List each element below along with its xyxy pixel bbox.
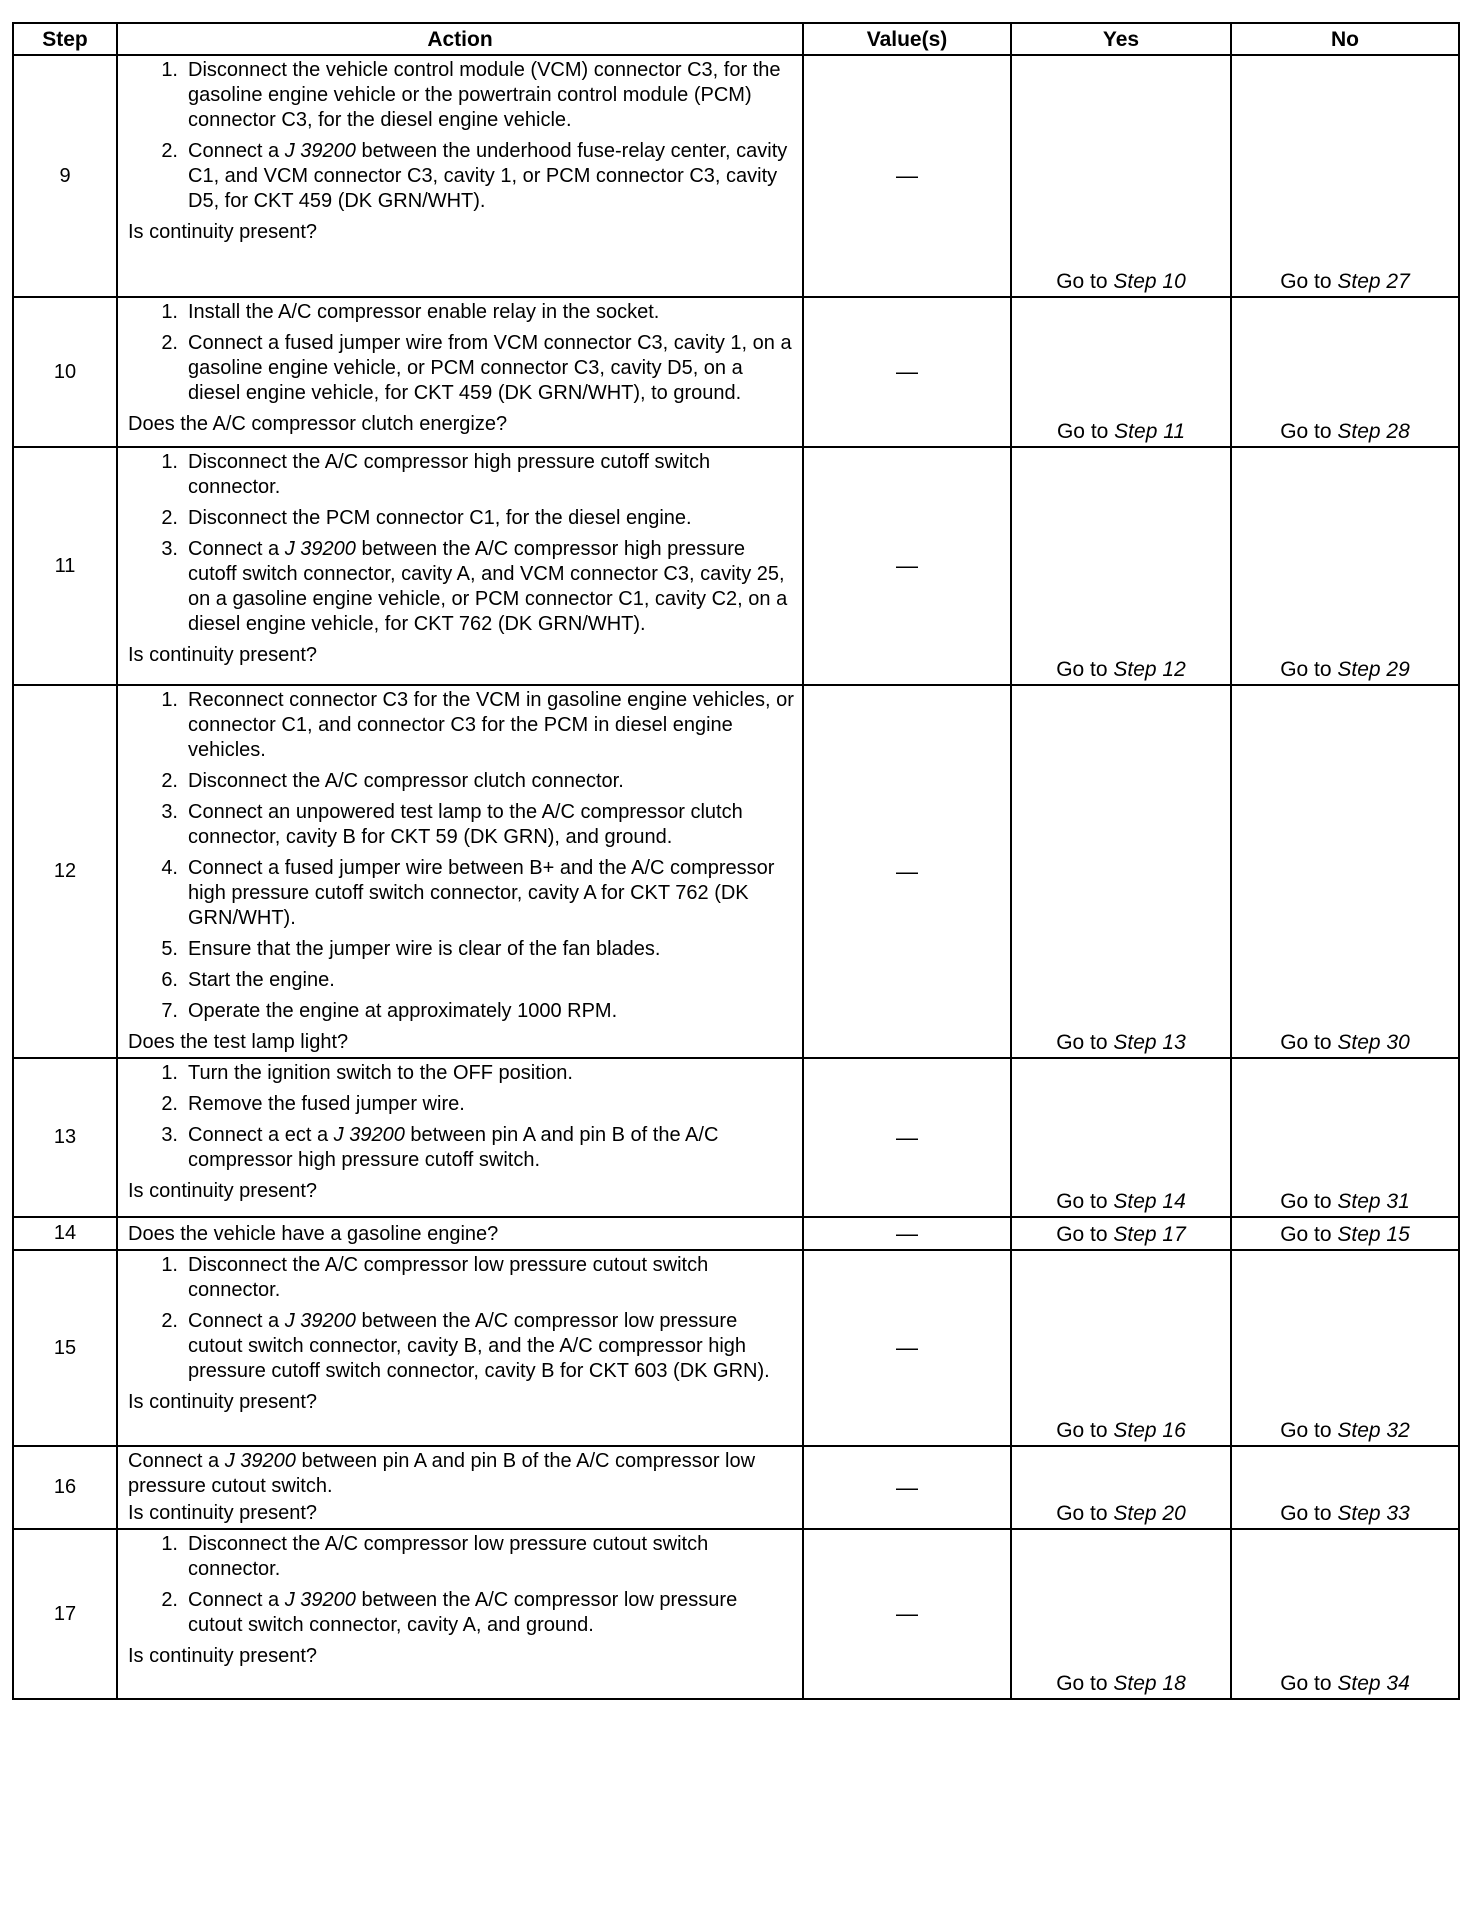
action-steps — [128, 450, 796, 637]
header-row — [13, 23, 1459, 55]
action-steps — [128, 300, 796, 406]
table-row — [13, 1446, 1459, 1529]
diagnostic-table — [12, 22, 1460, 1700]
action-question: Is continuity present? — [128, 1645, 317, 1667]
step-number: 10 — [13, 297, 117, 447]
goto-prefix: Go to — [1056, 658, 1114, 681]
list-item — [128, 937, 796, 962]
value-cell: — — [803, 1250, 1011, 1446]
list-item — [128, 1588, 796, 1638]
item-number: 3. — [161, 801, 178, 823]
goto-prefix: Go to — [1280, 1031, 1338, 1054]
goto-prefix: Go to — [1280, 658, 1338, 681]
list-item — [128, 1309, 796, 1384]
yes-cell — [1011, 1217, 1231, 1250]
yes-cell — [1011, 55, 1231, 297]
action-cell — [117, 1250, 803, 1446]
no-cell — [1231, 1250, 1459, 1446]
step-number: 13 — [13, 1058, 117, 1217]
header-step: Step — [13, 23, 117, 55]
action-question: Is continuity present? — [128, 1502, 317, 1524]
list-item — [128, 999, 796, 1024]
goto-step-link: Step 27 — [1337, 270, 1410, 293]
goto-prefix: Go to — [1280, 1419, 1338, 1442]
goto-prefix: Go to — [1056, 1502, 1114, 1525]
item-text: Disconnect the PCM connector C1, for the diesel engine. — [188, 507, 692, 529]
item-text: Ensure that the jumper wire is clear of the fan blades. — [188, 938, 661, 960]
value-cell: — — [803, 1446, 1011, 1529]
list-item — [128, 506, 796, 531]
item-number: 4. — [161, 857, 178, 879]
value-cell: — — [803, 685, 1011, 1058]
goto-prefix: Go to — [1056, 1031, 1114, 1054]
list-item — [128, 450, 796, 500]
goto-step-link: Step 30 — [1337, 1031, 1410, 1054]
item-text: Start the engine. — [188, 969, 335, 991]
goto-prefix: Go to — [1056, 420, 1115, 443]
item-number: 2. — [161, 1589, 178, 1611]
item-text: Reconnect connector C3 for the VCM in gasoline engine vehicles, or connector C1, and connector C3 for the PCM in diesel engine vehicles. — [188, 689, 794, 761]
list-item — [128, 537, 796, 637]
table-row — [13, 1217, 1459, 1250]
item-number: 2. — [161, 770, 178, 792]
table-row — [13, 297, 1459, 447]
action-cell — [117, 447, 803, 685]
item-text: Disconnect the A/C compressor low pressure cutout switch connector. — [188, 1533, 709, 1580]
item-number: 1. — [161, 689, 178, 711]
action-question: Is continuity present? — [128, 221, 317, 243]
goto-prefix: Go to — [1056, 1419, 1114, 1442]
action-question: Does the A/C compressor clutch energize? — [128, 413, 508, 435]
item-number: 7. — [161, 1000, 178, 1022]
no-cell — [1231, 1446, 1459, 1529]
step-number: 14 — [13, 1217, 117, 1250]
yes-cell — [1011, 447, 1231, 685]
step-number: 11 — [13, 447, 117, 685]
list-item — [128, 688, 796, 763]
list-item — [128, 139, 796, 214]
goto-prefix: Go to — [1280, 1223, 1338, 1246]
list-item — [128, 331, 796, 406]
item-number: 2. — [161, 332, 178, 354]
yes-cell — [1011, 1250, 1231, 1446]
item-number: 1. — [161, 59, 178, 81]
action-question: Is continuity present? — [128, 644, 317, 666]
table-row — [13, 1529, 1459, 1699]
item-text: Turn the ignition switch to the OFF position. — [188, 1062, 573, 1084]
table-row — [13, 1250, 1459, 1446]
item-text: Disconnect the A/C compressor high pressure cutoff switch connector. — [188, 451, 711, 498]
list-item — [128, 1092, 796, 1117]
item-text: Install the A/C compressor enable relay in the socket. — [188, 301, 660, 323]
value-cell: — — [803, 1058, 1011, 1217]
item-text: Operate the engine at approximately 1000 RPM. — [188, 1000, 618, 1022]
goto-prefix: Go to — [1280, 270, 1338, 293]
yes-cell — [1011, 297, 1231, 447]
action-cell — [117, 685, 803, 1058]
header-action: Action — [117, 23, 803, 55]
step-number: 16 — [13, 1446, 117, 1529]
item-text: Connect an unpowered test lamp to the A/C compressor clutch connector, cavity B for CKT 59 (DK GRN), and ground. — [188, 801, 743, 848]
goto-step-link: Step 33 — [1337, 1502, 1410, 1525]
no-cell — [1231, 1529, 1459, 1699]
goto-step-link: Step 16 — [1113, 1419, 1186, 1442]
item-text: Connect a fused jumper wire from VCM connector C3, cavity 1, on a gasoline engine vehicle, or PCM connector C3, cavity D5, on a diesel engine vehicle, for CKT 459 (DK GRN/WHT), to ground. — [188, 332, 792, 404]
goto-step-link: Step 20 — [1113, 1502, 1186, 1525]
action-steps — [128, 1253, 796, 1384]
no-cell — [1231, 1217, 1459, 1250]
action-cell — [117, 1058, 803, 1217]
goto-step-link: Step 17 — [1113, 1223, 1186, 1246]
item-text: Disconnect the vehicle control module (VCM) connector C3, for the gasoline engine vehicle or the powertrain control module (PCM) connector C3, for the diesel engine vehicle. — [188, 59, 781, 131]
item-text: Disconnect the A/C compressor clutch connector. — [188, 770, 624, 792]
list-item — [128, 1532, 796, 1582]
goto-prefix: Go to — [1280, 1502, 1338, 1525]
action-steps — [128, 688, 796, 1024]
goto-prefix: Go to — [1056, 1190, 1114, 1213]
value-cell: — — [803, 1529, 1011, 1699]
list-item — [128, 58, 796, 133]
goto-step-link: Step 12 — [1113, 658, 1186, 681]
table-row — [13, 685, 1459, 1058]
no-cell — [1231, 685, 1459, 1058]
yes-cell — [1011, 1529, 1231, 1699]
value-cell: — — [803, 55, 1011, 297]
list-item — [128, 800, 796, 850]
item-number: 2. — [161, 140, 178, 162]
action-question: Is continuity present? — [128, 1180, 317, 1202]
item-text: Connect a J 39200 between the underhood fuse-relay center, cavity C1, and VCM connector C3, cavity 1, or PCM connector C3, cavity D5, for CKT 459 (DK GRN/WHT). — [188, 140, 788, 212]
item-number: 6. — [161, 969, 178, 991]
list-item — [128, 1123, 796, 1173]
item-text: Remove the fused jumper wire. — [188, 1093, 465, 1115]
step-number: 17 — [13, 1529, 117, 1699]
list-item — [128, 1061, 796, 1086]
action-steps — [128, 1061, 796, 1173]
goto-step-link: Step 11 — [1114, 420, 1186, 443]
goto-step-link: Step 29 — [1337, 658, 1410, 681]
no-cell — [1231, 297, 1459, 447]
item-number: 1. — [161, 451, 178, 473]
goto-prefix: Go to — [1280, 1190, 1338, 1213]
item-text: Connect a J 39200 between the A/C compressor low pressure cutout switch connector, cavity A, and ground. — [188, 1589, 738, 1636]
action-question: Does the vehicle have a gasoline engine? — [128, 1223, 499, 1245]
item-number: 1. — [161, 1254, 178, 1276]
table-row — [13, 55, 1459, 297]
yes-cell — [1011, 685, 1231, 1058]
item-number: 3. — [161, 538, 178, 560]
no-cell — [1231, 55, 1459, 297]
goto-prefix: Go to — [1280, 1672, 1338, 1695]
item-text: Connect a fused jumper wire between B+ and the A/C compressor high pressure cutoff switch connector, cavity A for CKT 762 (DK GRN/WHT). — [188, 857, 775, 929]
list-item — [128, 769, 796, 794]
action-cell — [117, 1446, 803, 1529]
goto-step-link: Step 34 — [1337, 1672, 1410, 1695]
item-number: 5. — [161, 938, 178, 960]
value-cell: — — [803, 297, 1011, 447]
item-text: Connect a J 39200 between the A/C compressor low pressure cutout switch connector, cavity B, and the A/C compressor high pressure cutoff switch connector, cavity B for CKT 603 (DK GRN). — [188, 1310, 770, 1382]
goto-step-link: Step 14 — [1113, 1190, 1186, 1213]
list-item — [128, 1253, 796, 1303]
action-question: Does the test lamp light? — [128, 1031, 349, 1053]
header-no: No — [1231, 23, 1459, 55]
table-body — [13, 55, 1459, 1699]
goto-prefix: Go to — [1056, 1672, 1114, 1695]
goto-step-link: Step 28 — [1337, 420, 1410, 443]
step-number: 12 — [13, 685, 117, 1058]
action-steps — [128, 1532, 796, 1638]
value-cell: — — [803, 1217, 1011, 1250]
item-number: 1. — [161, 301, 178, 323]
action-cell — [117, 55, 803, 297]
item-text: Disconnect the A/C compressor low pressure cutout switch connector. — [188, 1254, 709, 1301]
step-number: 15 — [13, 1250, 117, 1446]
item-number: 2. — [161, 507, 178, 529]
list-item — [128, 856, 796, 931]
value-cell: — — [803, 447, 1011, 685]
goto-step-link: Step 31 — [1337, 1190, 1410, 1213]
header-yes: Yes — [1011, 23, 1231, 55]
goto-prefix: Go to — [1280, 420, 1338, 443]
goto-step-link: Step 18 — [1113, 1672, 1186, 1695]
list-item — [128, 300, 796, 325]
goto-step-link: Step 15 — [1337, 1223, 1410, 1246]
item-number: 2. — [161, 1093, 178, 1115]
no-cell — [1231, 447, 1459, 685]
no-cell — [1231, 1058, 1459, 1217]
goto-prefix: Go to — [1056, 270, 1114, 293]
action-question: Is continuity present? — [128, 1391, 317, 1413]
action-steps — [128, 58, 796, 214]
step-number: 9 — [13, 55, 117, 297]
item-text: Connect a ect a J 39200 between pin A and pin B of the A/C compressor high pressure cutoff switch. — [188, 1124, 719, 1171]
goto-prefix: Go to — [1056, 1223, 1114, 1246]
table-row — [13, 1058, 1459, 1217]
goto-step-link: Step 32 — [1337, 1419, 1410, 1442]
action-text: Connect a J 39200 between pin A and pin B of the A/C compressor low pressure cutout switch. — [128, 1450, 756, 1497]
header-values: Value(s) — [803, 23, 1011, 55]
item-number: 1. — [161, 1062, 178, 1084]
action-cell — [117, 1529, 803, 1699]
table-row — [13, 447, 1459, 685]
list-item — [128, 968, 796, 993]
action-cell — [117, 1217, 803, 1250]
yes-cell — [1011, 1446, 1231, 1529]
goto-step-link: Step 13 — [1113, 1031, 1186, 1054]
item-text: Connect a J 39200 between the A/C compressor high pressure cutoff switch connector, cavity A, and VCM connector C3, cavity 25, on a gasoline engine vehicle, or PCM connector C1, cavity C2, on a diesel engine vehicle, for CKT 762 (DK GRN/WHT). — [188, 538, 788, 635]
item-number: 1. — [161, 1533, 178, 1555]
item-number: 3. — [161, 1124, 178, 1146]
yes-cell — [1011, 1058, 1231, 1217]
goto-step-link: Step 10 — [1113, 270, 1186, 293]
item-number: 2. — [161, 1310, 178, 1332]
action-cell — [117, 297, 803, 447]
